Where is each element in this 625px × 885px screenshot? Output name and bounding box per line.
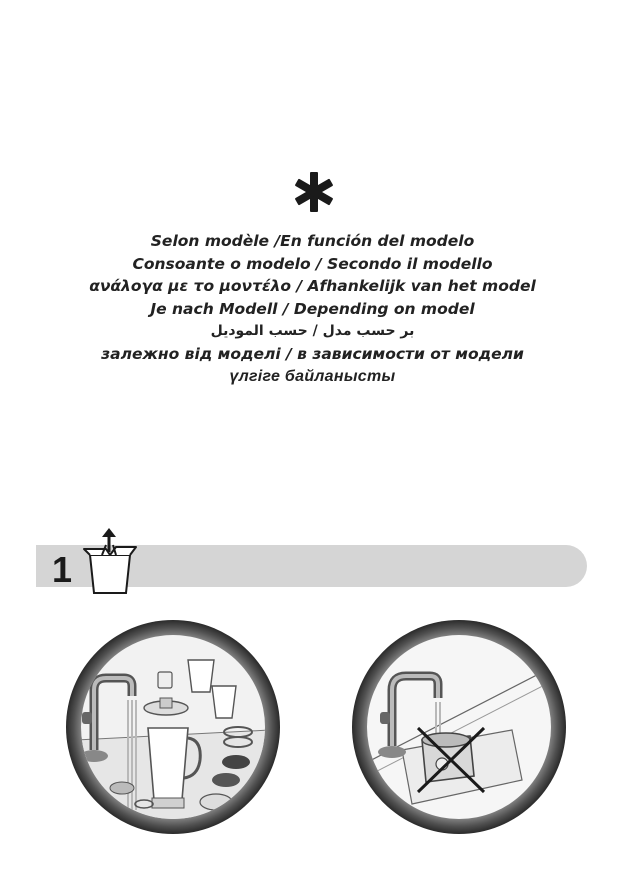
caption-line-fa-ar: بر حسب مدل / حسب الموديل xyxy=(210,323,415,340)
caption-line-pt-it: Consoante o modelo / Secondo il modello xyxy=(132,254,493,273)
step-number: 1 xyxy=(52,549,73,590)
caption-line-el-nl: ανάλογα με το μοντέλο / Afhankelijk van het model xyxy=(89,277,536,296)
caption-line-de-en: Je nach Modell / Depending on model xyxy=(150,299,475,318)
caption-line-fr-es: Selon modèle /En función del modelo xyxy=(150,232,475,250)
open-box-arrow-up-icon xyxy=(80,525,138,595)
model-variation-caption xyxy=(0,230,625,388)
caption-line-kk: үлгіге байланысты xyxy=(229,367,396,385)
asterisk-icon xyxy=(292,170,336,214)
caption-line-uk-ru: залежно від моделі / в зависимости от модели xyxy=(101,344,524,363)
wash-parts-illustration xyxy=(66,620,280,834)
do-not-wash-base-illustration xyxy=(352,620,566,834)
